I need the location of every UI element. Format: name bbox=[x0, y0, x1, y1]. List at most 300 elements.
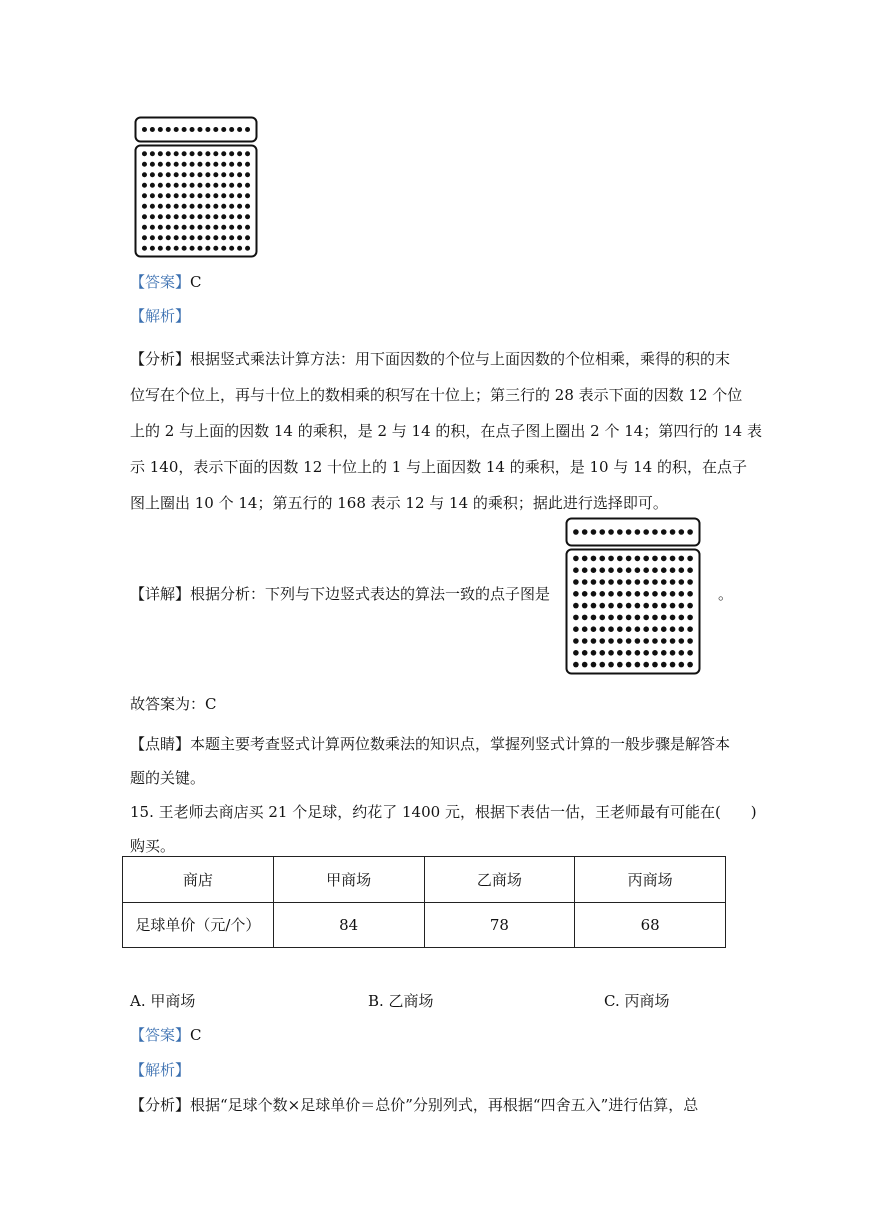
dot bbox=[205, 225, 210, 230]
dot bbox=[150, 172, 155, 177]
table-header-cell: 乙商场 bbox=[424, 857, 575, 903]
question-15-line-1: 15. 王老师去商店买 21 个足球，约花了 1400 元，根据下表估一估，王老师最有可能在( ) bbox=[130, 803, 757, 821]
dot bbox=[182, 235, 187, 240]
dot bbox=[245, 183, 250, 188]
dot bbox=[652, 579, 658, 585]
dot bbox=[635, 579, 641, 585]
dot bbox=[229, 204, 234, 209]
dot bbox=[174, 127, 179, 132]
option-b: B. 乙商场 bbox=[368, 992, 434, 1010]
dot bbox=[599, 591, 605, 597]
dot bbox=[221, 204, 226, 209]
dot bbox=[635, 529, 641, 535]
table-cell: 84 bbox=[273, 902, 424, 948]
dot bbox=[190, 172, 195, 177]
dot bbox=[599, 529, 605, 535]
dot bbox=[245, 193, 250, 198]
dot bbox=[166, 204, 171, 209]
comment-paragraph: 【点睛】本题主要考查竖式计算两位数乘法的知识点，掌握列竖式计算的一般步骤是解答本 题的关键。 bbox=[130, 735, 731, 787]
dot bbox=[670, 662, 676, 668]
dot bbox=[599, 615, 605, 621]
dot bbox=[158, 214, 163, 219]
dot bbox=[174, 246, 179, 251]
dot bbox=[591, 603, 597, 609]
dot bbox=[205, 193, 210, 198]
dot bbox=[608, 662, 614, 668]
dot bbox=[652, 626, 658, 632]
dot bbox=[626, 638, 632, 644]
dot bbox=[643, 615, 649, 621]
dot bbox=[661, 638, 667, 644]
analysis-subtag: 【分析】 bbox=[130, 350, 191, 368]
dot bbox=[643, 567, 649, 573]
dot bbox=[197, 246, 202, 251]
dot bbox=[182, 183, 187, 188]
dot bbox=[591, 615, 597, 621]
dot bbox=[150, 214, 155, 219]
dot bbox=[221, 193, 226, 198]
dot bbox=[670, 591, 676, 597]
dot bbox=[237, 183, 242, 188]
dot bbox=[687, 638, 693, 644]
dot bbox=[661, 567, 667, 573]
option-c: C. 丙商场 bbox=[604, 992, 670, 1010]
dot bbox=[142, 183, 147, 188]
dot bbox=[237, 193, 242, 198]
dot bbox=[617, 591, 623, 597]
dot bbox=[582, 650, 588, 656]
dot bbox=[245, 235, 250, 240]
dot bbox=[661, 591, 667, 597]
answer-line bbox=[130, 271, 202, 292]
dot bbox=[166, 127, 171, 132]
dot bbox=[190, 246, 195, 251]
dot bbox=[229, 172, 234, 177]
dot bbox=[679, 567, 685, 573]
detail-line bbox=[130, 583, 550, 604]
dot bbox=[608, 556, 614, 562]
dot bbox=[213, 214, 218, 219]
dot bbox=[652, 603, 658, 609]
dot bbox=[213, 204, 218, 209]
dot bbox=[617, 556, 623, 562]
detail-suffix: 。 bbox=[718, 585, 734, 603]
dot bbox=[582, 591, 588, 597]
dot bbox=[197, 214, 202, 219]
dot bbox=[582, 662, 588, 668]
dot bbox=[582, 603, 588, 609]
dot bbox=[635, 556, 641, 562]
dot bbox=[221, 183, 226, 188]
dot bbox=[229, 193, 234, 198]
dot bbox=[245, 246, 250, 251]
dot bbox=[245, 162, 250, 167]
answer-tag: 【答案】 bbox=[130, 1026, 191, 1044]
dot bbox=[174, 214, 179, 219]
dot bbox=[158, 162, 163, 167]
dot bbox=[237, 127, 242, 132]
dot bbox=[150, 183, 155, 188]
answer-line-2 bbox=[130, 1024, 202, 1045]
dot bbox=[626, 567, 632, 573]
dot bbox=[661, 579, 667, 585]
dot bbox=[608, 567, 614, 573]
dot bbox=[245, 204, 250, 209]
dot bbox=[197, 193, 202, 198]
dot bbox=[190, 235, 195, 240]
dot bbox=[608, 615, 614, 621]
dot bbox=[182, 204, 187, 209]
dot bbox=[237, 204, 242, 209]
dot bbox=[190, 214, 195, 219]
dot bbox=[150, 204, 155, 209]
dot bbox=[608, 529, 614, 535]
dot bbox=[643, 650, 649, 656]
dot bbox=[573, 556, 579, 562]
dot bbox=[635, 603, 641, 609]
dot bbox=[213, 172, 218, 177]
dot bbox=[213, 127, 218, 132]
dot bbox=[190, 193, 195, 198]
table-cell: 68 bbox=[575, 902, 726, 948]
dot bbox=[582, 579, 588, 585]
dot bbox=[237, 162, 242, 167]
dot bbox=[221, 246, 226, 251]
dot bbox=[237, 151, 242, 156]
dot bbox=[229, 225, 234, 230]
dot bbox=[205, 172, 210, 177]
dot bbox=[573, 579, 579, 585]
dot bbox=[687, 591, 693, 597]
dot bbox=[661, 615, 667, 621]
dot bbox=[670, 650, 676, 656]
dot bbox=[573, 650, 579, 656]
dot bbox=[150, 162, 155, 167]
dot bbox=[166, 151, 171, 156]
dot bbox=[617, 603, 623, 609]
dot bbox=[670, 529, 676, 535]
dot bbox=[142, 151, 147, 156]
dot bbox=[687, 529, 693, 535]
dot bbox=[150, 127, 155, 132]
dot bbox=[205, 246, 210, 251]
dot bbox=[652, 556, 658, 562]
dot bbox=[158, 246, 163, 251]
dot bbox=[582, 615, 588, 621]
dot bbox=[608, 638, 614, 644]
dot bbox=[608, 591, 614, 597]
dot bbox=[635, 615, 641, 621]
dot bbox=[182, 225, 187, 230]
dot bbox=[166, 246, 171, 251]
dot bbox=[617, 650, 623, 656]
detail-text: 根据分析：下列与下边竖式表达的算法一致的点子图是 bbox=[190, 585, 551, 603]
dot bbox=[599, 626, 605, 632]
dot bbox=[643, 529, 649, 535]
comment-tag: 【点睛】 bbox=[130, 735, 191, 753]
dot bbox=[661, 529, 667, 535]
dot bbox=[643, 662, 649, 668]
dot bbox=[237, 246, 242, 251]
dot bbox=[626, 529, 632, 535]
dot bbox=[635, 567, 641, 573]
dot bbox=[608, 650, 614, 656]
answer-tag: 【答案】 bbox=[130, 273, 191, 291]
dot bbox=[670, 603, 676, 609]
dot bbox=[245, 127, 250, 132]
dot bbox=[221, 172, 226, 177]
dot bbox=[237, 225, 242, 230]
dot bbox=[213, 193, 218, 198]
dot bbox=[617, 662, 623, 668]
dot bbox=[599, 603, 605, 609]
analysis-line-2-1: 【分析】根据“足球个数×足球单价＝总价”分别列式，再根据“四舍五入”进行估算，总 bbox=[130, 1096, 699, 1114]
dot bbox=[237, 235, 242, 240]
dot bbox=[626, 556, 632, 562]
dot bbox=[573, 567, 579, 573]
dot bbox=[213, 183, 218, 188]
dot bbox=[221, 214, 226, 219]
dot bbox=[158, 127, 163, 132]
dot bbox=[582, 529, 588, 535]
dot bbox=[174, 162, 179, 167]
dot bbox=[197, 183, 202, 188]
dot bbox=[190, 225, 195, 230]
dot bbox=[643, 603, 649, 609]
dot bbox=[182, 127, 187, 132]
dot bbox=[150, 151, 155, 156]
dot bbox=[229, 246, 234, 251]
dot bbox=[635, 650, 641, 656]
dot bbox=[652, 529, 658, 535]
dot bbox=[158, 204, 163, 209]
dot bbox=[229, 214, 234, 219]
price-table bbox=[122, 856, 726, 948]
dot bbox=[158, 183, 163, 188]
dot bbox=[687, 556, 693, 562]
dot bbox=[174, 183, 179, 188]
dot bbox=[679, 591, 685, 597]
dot bbox=[599, 662, 605, 668]
question-15-line-2: 购买。 bbox=[130, 837, 176, 855]
dot bbox=[142, 214, 147, 219]
dot bbox=[591, 662, 597, 668]
dot bbox=[174, 151, 179, 156]
dot bbox=[174, 193, 179, 198]
dot bbox=[213, 162, 218, 167]
dot bbox=[679, 579, 685, 585]
dot bbox=[190, 127, 195, 132]
dot bbox=[661, 603, 667, 609]
answer-value: C bbox=[190, 273, 202, 291]
dot bbox=[661, 662, 667, 668]
dot bbox=[221, 235, 226, 240]
dot bbox=[182, 214, 187, 219]
dot bbox=[652, 567, 658, 573]
dot bbox=[150, 235, 155, 240]
dot bbox=[182, 172, 187, 177]
dot bbox=[608, 603, 614, 609]
dot bbox=[158, 193, 163, 198]
dot bbox=[205, 235, 210, 240]
dot bbox=[205, 204, 210, 209]
dot bbox=[687, 615, 693, 621]
dot bbox=[174, 235, 179, 240]
dot bbox=[190, 183, 195, 188]
dot bbox=[617, 567, 623, 573]
dot bbox=[652, 650, 658, 656]
dot bbox=[626, 603, 632, 609]
table-header-row bbox=[123, 857, 726, 903]
dot bbox=[626, 579, 632, 585]
dot bbox=[599, 650, 605, 656]
dot bbox=[573, 529, 579, 535]
dot bbox=[599, 579, 605, 585]
dot bbox=[643, 638, 649, 644]
dot bbox=[573, 662, 579, 668]
dot bbox=[166, 214, 171, 219]
dot bbox=[245, 225, 250, 230]
dot bbox=[608, 626, 614, 632]
dot bbox=[643, 591, 649, 597]
dot bbox=[166, 162, 171, 167]
dot bbox=[166, 235, 171, 240]
dot bbox=[643, 579, 649, 585]
dot bbox=[635, 638, 641, 644]
dot bbox=[617, 638, 623, 644]
dot bbox=[679, 603, 685, 609]
dot bbox=[687, 579, 693, 585]
dot bbox=[221, 162, 226, 167]
option-a: A. 甲商场 bbox=[130, 992, 196, 1010]
dot bbox=[582, 567, 588, 573]
dot bbox=[652, 615, 658, 621]
dot bbox=[661, 650, 667, 656]
dot bbox=[205, 127, 210, 132]
dot bbox=[626, 591, 632, 597]
dot bbox=[221, 225, 226, 230]
dot bbox=[635, 591, 641, 597]
question-15 bbox=[130, 795, 757, 863]
dot bbox=[229, 127, 234, 132]
dot bbox=[166, 183, 171, 188]
dot bbox=[626, 615, 632, 621]
dot bbox=[670, 638, 676, 644]
dot bbox=[205, 162, 210, 167]
dot bbox=[229, 151, 234, 156]
dot bbox=[670, 556, 676, 562]
dot bbox=[245, 214, 250, 219]
detail-tag: 【详解】 bbox=[130, 585, 191, 603]
dot bbox=[197, 204, 202, 209]
dot bbox=[591, 638, 597, 644]
dot bbox=[182, 151, 187, 156]
dot bbox=[679, 626, 685, 632]
dot bbox=[174, 225, 179, 230]
dot bbox=[626, 650, 632, 656]
dot bbox=[197, 127, 202, 132]
dot bbox=[635, 626, 641, 632]
dot bbox=[617, 626, 623, 632]
dot bbox=[190, 151, 195, 156]
dot bbox=[245, 172, 250, 177]
dot bbox=[142, 246, 147, 251]
analysis-line-2: 位写在个位上，再与十位上的数相乘的积写在十位上；第三行的 28 表示下面的因数 12 个位 bbox=[130, 386, 743, 404]
dot bbox=[679, 638, 685, 644]
analysis-line-1: 【分析】根据竖式乘法计算方法：用下面因数的个位与上面因数的个位相乘，乘得的积的末 bbox=[130, 350, 731, 368]
analysis-subtag: 【分析】 bbox=[130, 1096, 191, 1114]
dot bbox=[213, 235, 218, 240]
table-row bbox=[123, 902, 726, 948]
dot bbox=[142, 225, 147, 230]
dot bbox=[670, 626, 676, 632]
dot bbox=[643, 626, 649, 632]
dot bbox=[617, 579, 623, 585]
dot bbox=[150, 193, 155, 198]
dot bbox=[652, 591, 658, 597]
dot bbox=[617, 615, 623, 621]
dot bbox=[599, 556, 605, 562]
dot bbox=[245, 151, 250, 156]
dot bbox=[205, 214, 210, 219]
dot bbox=[229, 235, 234, 240]
dot bbox=[687, 567, 693, 573]
dot bbox=[661, 626, 667, 632]
dot bbox=[591, 579, 597, 585]
dot bbox=[174, 204, 179, 209]
dot bbox=[158, 172, 163, 177]
analysis-paragraph bbox=[130, 341, 762, 521]
dot bbox=[591, 626, 597, 632]
table-cell: 78 bbox=[424, 902, 575, 948]
dot bbox=[158, 235, 163, 240]
dot bbox=[182, 246, 187, 251]
dot bbox=[197, 225, 202, 230]
dot bbox=[687, 603, 693, 609]
dot bbox=[679, 615, 685, 621]
dot bbox=[142, 193, 147, 198]
dot bbox=[150, 246, 155, 251]
dot bbox=[213, 151, 218, 156]
dot bbox=[652, 638, 658, 644]
dot bbox=[166, 225, 171, 230]
dot bbox=[158, 151, 163, 156]
conclusion-line: 故答案为：C bbox=[130, 695, 217, 713]
dot bbox=[142, 127, 147, 132]
dot bbox=[229, 183, 234, 188]
dot bbox=[190, 162, 195, 167]
dot bbox=[670, 579, 676, 585]
dot bbox=[190, 204, 195, 209]
dot bbox=[670, 615, 676, 621]
dot bbox=[635, 662, 641, 668]
dot bbox=[197, 162, 202, 167]
analysis-tag-2: 【解析】 bbox=[130, 1061, 191, 1079]
table-header-cell: 丙商场 bbox=[575, 857, 726, 903]
dot bbox=[205, 151, 210, 156]
dot bbox=[142, 172, 147, 177]
dot bbox=[591, 591, 597, 597]
dot bbox=[661, 556, 667, 562]
dot bbox=[643, 556, 649, 562]
dot bbox=[142, 162, 147, 167]
dot bbox=[229, 162, 234, 167]
dot bbox=[687, 662, 693, 668]
dot bbox=[652, 662, 658, 668]
dot bbox=[197, 172, 202, 177]
dot bbox=[679, 662, 685, 668]
analysis-tag: 【解析】 bbox=[130, 307, 191, 325]
